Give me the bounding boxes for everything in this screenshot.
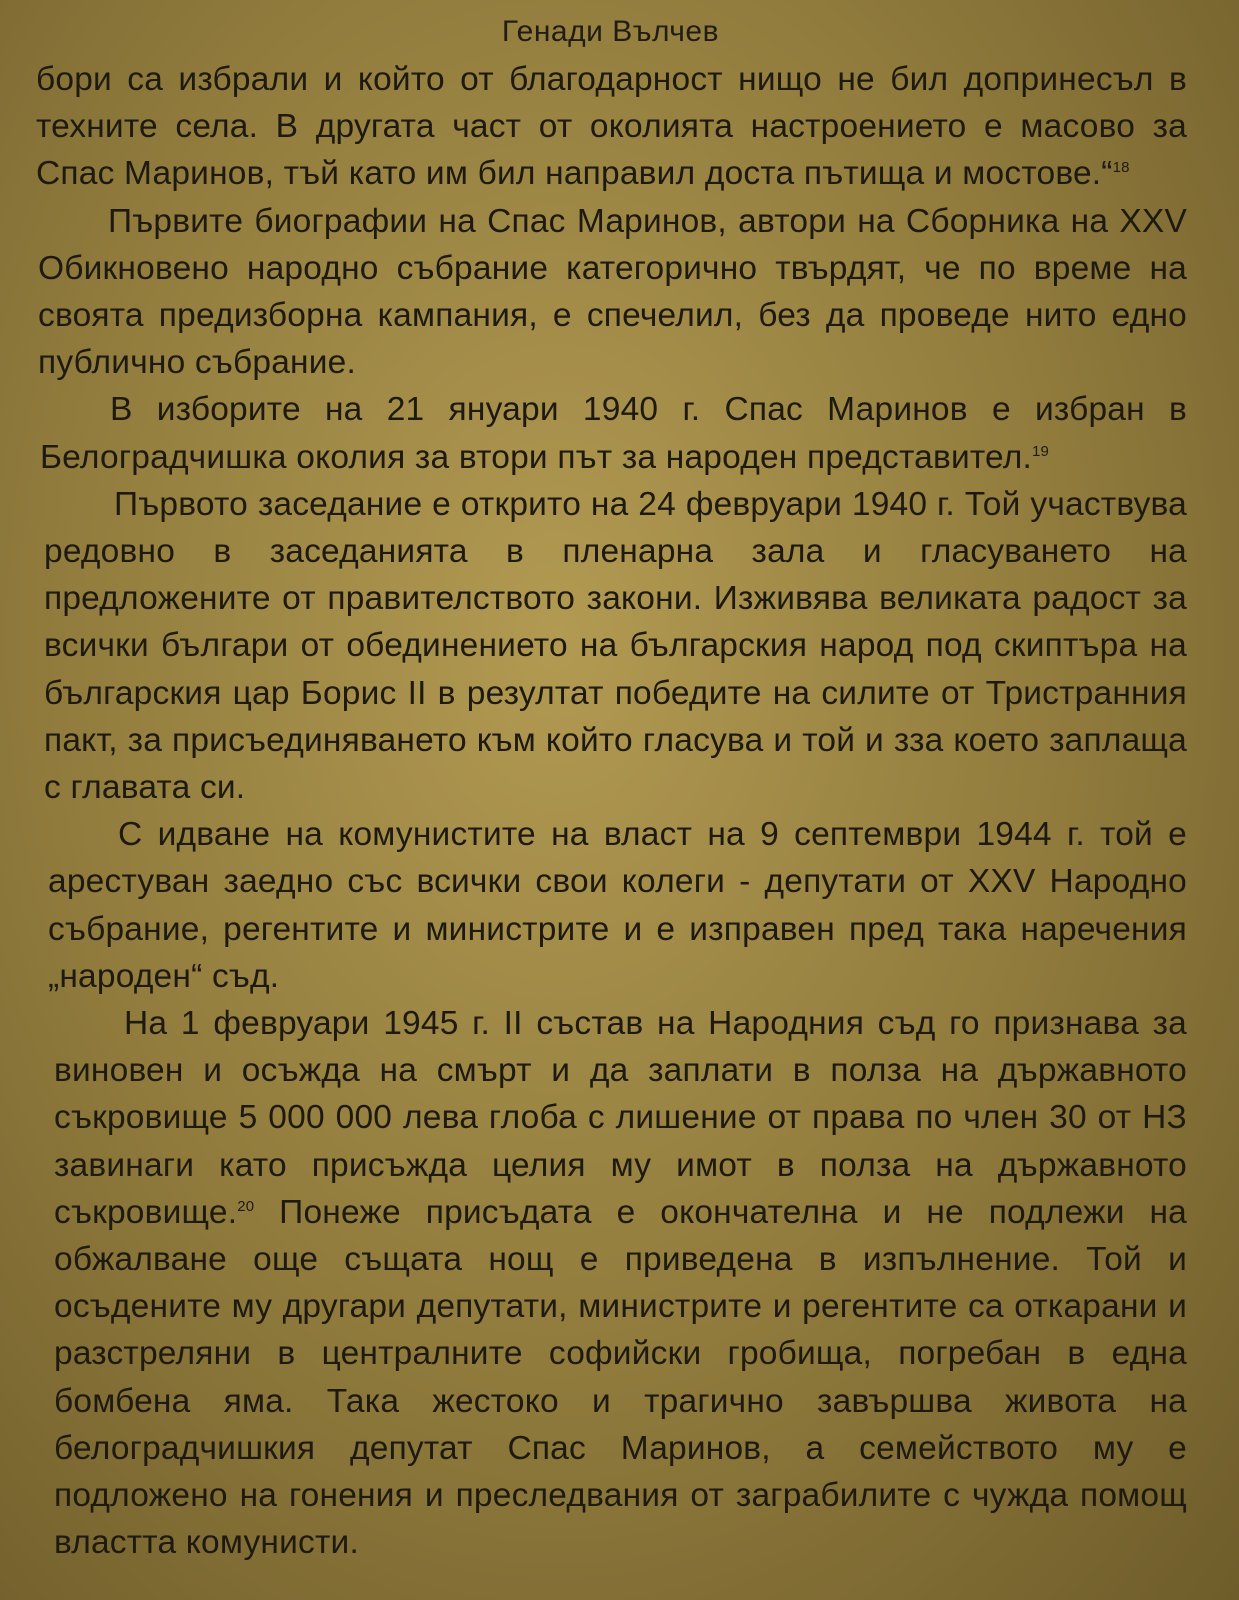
paragraph-4 [34, 481, 1187, 811]
paragraph-5 [34, 811, 1187, 1000]
running-header-author: Генади Вълчев [501, 15, 720, 48]
paragraph-5-text: С идване на комунистите на власт на 9 септември 1944 г. той е арестуван заедно със всички свои колеги - депутати от XXV Народно събрание, регентите и министрите и е изправен пред така наречения „народен“ съд. [48, 816, 1187, 995]
paragraph-6 [34, 1000, 1187, 1566]
paragraph-6-text-b: Понеже присъдата е окончателна и не подлежи на обжалване още същата нощ е приведена в изпълнение. Той и осъдените му другари депутати, министрите и регентите са откарани и разстреляни в централните софийски гробища, погребан в една бомбена яма. Така жестоко и трагично завършва живота на белоградчишкия депутат Спас Маринов, а семейството му е подложено на гонения и преследвания от заграбилите с чужда помощ властта комунисти. [54, 1193, 1187, 1562]
footnote-ref-19: 19 [1032, 442, 1050, 460]
footnote-ref-20: 20 [237, 1197, 255, 1215]
paragraph-2 [34, 198, 1187, 387]
paragraph-2-text: Първите биографии на Спас Маринов, автори на Сборника на XXV Обикновено народно събрание категорично твърдят, че по време на своята предизборна кампания, е спечелил, без да проведе нито едно публично събрание. [38, 202, 1187, 382]
paragraph-3-text: В изборите на 21 януари 1940 г. Спас Маринов е избран в Белоградчишка околия за втори път за народен представител. [40, 391, 1187, 476]
paragraph-1-text: бори са избрали и който от благодарност нищо не бил допринесъл в техните села. В другата част от околията настроението е масово за Спас Маринов, тъй като им бил направил доста пътища и мостове.“ [36, 61, 1187, 193]
footnote-ref-18: 18 [1112, 159, 1130, 177]
paragraph-3 [34, 386, 1187, 480]
paragraph-4-text: Първото заседание е открито на 24 февруари 1940 г. Той участвува редовно в заседанията в пленарна зала и гласуването на предложените от правителството закони. Изживява великата радост за всички българи от обединението на българския народ под скиптъра на българския цар Борис II в резултат победите на силите от Тристранния пакт, за присъединяването към който гласува и той и зза което заплаща с главата си. [44, 485, 1187, 807]
paragraph-1 [34, 56, 1187, 198]
paragraph-6-text-a: На 1 февруари 1945 г. II състав на Народния съд го признава за виновен и осъжда на смърт и да заплати в полза на държавното съкровище 5 000 000 лева глоба с лишение от права по член 30 от НЗ завинаги като присъжда целия му имот в полза на държавното съкровище. [54, 1005, 1187, 1231]
